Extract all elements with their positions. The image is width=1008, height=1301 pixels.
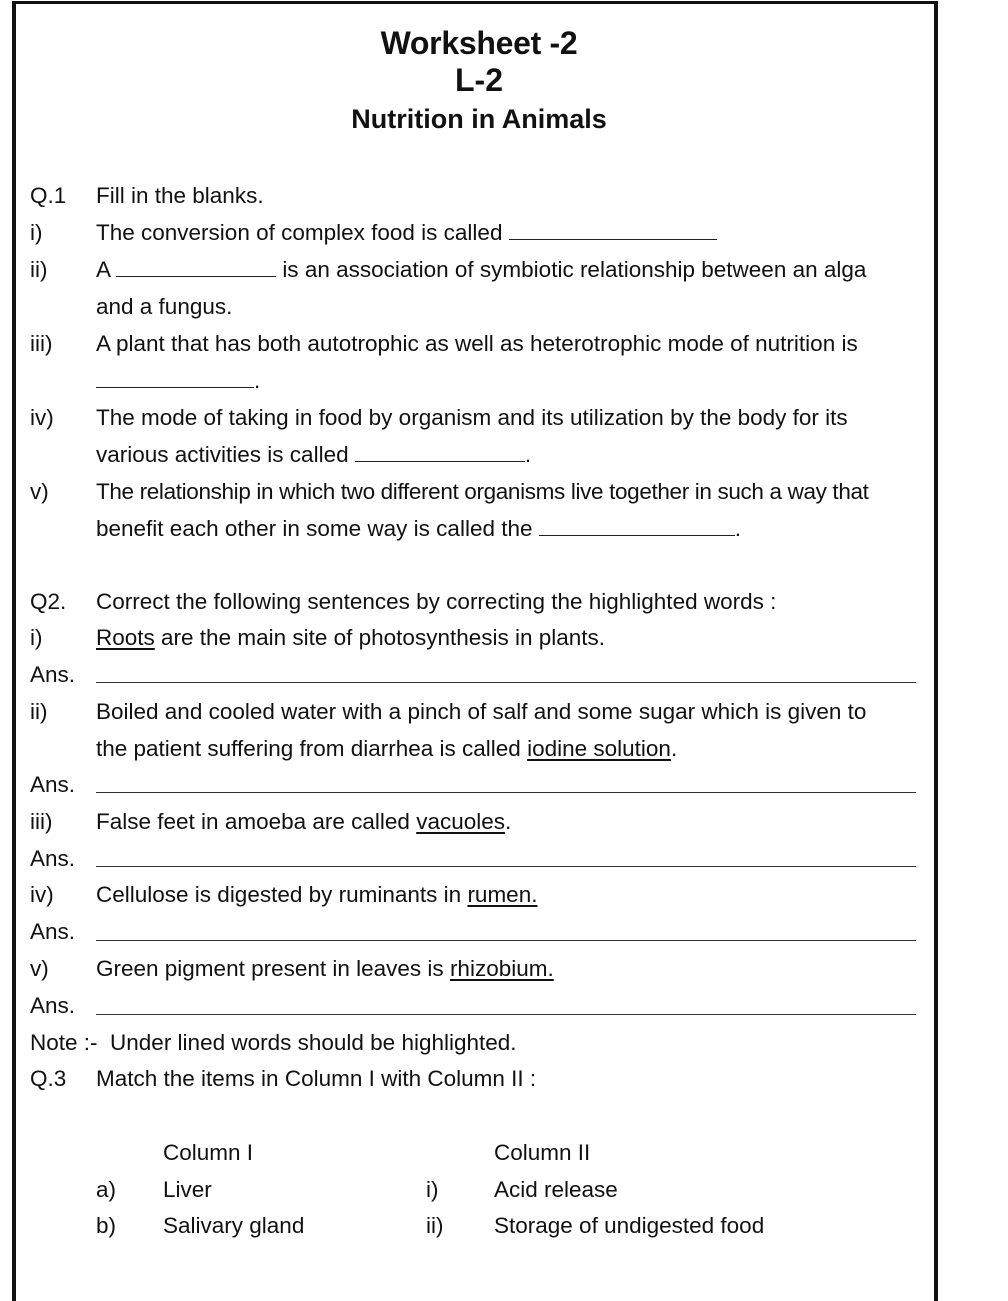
q2-item-2-cont: the patient suffering from diarrhea is called iodine solution.: [96, 736, 678, 761]
q2-item-num: v): [30, 956, 49, 981]
q2-item-2: Boiled and cooled water with a pinch of salf and some sugar which is given to: [96, 699, 867, 724]
fill-blank[interactable]: [96, 369, 254, 388]
ans-label: Ans.: [30, 993, 76, 1018]
fill-blank[interactable]: [509, 221, 717, 240]
ans-label: Ans.: [30, 919, 76, 944]
col1-item: Liver: [163, 1177, 212, 1202]
answer-line[interactable]: [96, 792, 916, 793]
lesson-number: L-2: [455, 62, 503, 98]
q1-item-4-cont: various activities is called .: [96, 442, 532, 467]
q2-item-num: i): [30, 625, 43, 650]
q1-item-num: i): [30, 220, 43, 245]
column-2-header: Column II: [494, 1140, 591, 1165]
q1-item-5-cont: benefit each other in some way is called the .: [96, 516, 742, 541]
fill-blank[interactable]: [116, 258, 276, 277]
col1-label: b): [96, 1213, 117, 1238]
q2-instruction: Correct the following sentences by correcting the highlighted words :: [96, 589, 777, 614]
q2-item-1: Roots are the main site of photosynthesis in plants.: [96, 625, 606, 650]
q1-item-num: iii): [30, 331, 53, 356]
ans-label: Ans.: [30, 772, 76, 797]
highlighted-word: rhizobium.: [449, 956, 554, 981]
q2-item-num: iv): [30, 882, 54, 907]
answer-line[interactable]: [96, 682, 916, 683]
q1-item-num: v): [30, 479, 49, 504]
q2-item-5: Green pigment present in leaves is rhizobium.: [96, 956, 554, 981]
q1-item-5: The relationship in which two different organisms live together in such a way that: [96, 479, 869, 504]
q1-item-1: The conversion of complex food is called: [96, 220, 717, 246]
highlighted-word: Roots: [96, 625, 155, 650]
ans-label: Ans.: [30, 846, 76, 871]
answer-line[interactable]: [96, 1014, 916, 1015]
ans-label: Ans.: [30, 662, 76, 687]
highlighted-word: vacuoles: [416, 809, 505, 834]
q1-instruction: Fill in the blanks.: [96, 183, 264, 208]
q1-item-num: iv): [30, 405, 54, 430]
q1-item-3-blank-line: .: [96, 368, 260, 394]
highlighted-word: rumen.: [467, 882, 538, 907]
answer-line[interactable]: [96, 940, 916, 941]
q1-item-2: A is an association of symbiotic relationship between an alga: [96, 257, 867, 282]
q2-number: Q2.: [30, 589, 67, 614]
q2-item-num: ii): [30, 699, 48, 724]
col1-item: Salivary gland: [163, 1213, 305, 1238]
chapter-title: Nutrition in Animals: [351, 104, 607, 134]
note-text: Note :- Under lined words should be highlighted.: [30, 1030, 517, 1055]
q1-number: Q.1: [30, 183, 67, 208]
q1-item-3: A plant that has both autotrophic as well as heterotrophic mode of nutrition is: [96, 331, 858, 356]
fill-blank[interactable]: [355, 443, 525, 462]
q2-item-4: Cellulose is digested by ruminants in rumen.: [96, 882, 538, 907]
col1-label: a): [96, 1177, 117, 1202]
col2-item: Storage of undigested food: [494, 1213, 765, 1238]
column-1-header: Column I: [163, 1140, 254, 1165]
q1-item-num: ii): [30, 257, 48, 282]
worksheet-title: Worksheet -2: [380, 25, 578, 61]
fill-blank[interactable]: [539, 517, 735, 536]
q3-instruction: Match the items in Column I with Column II :: [96, 1066, 537, 1091]
col2-label: ii): [426, 1213, 444, 1238]
q2-item-num: iii): [30, 809, 53, 834]
answer-line[interactable]: [96, 866, 916, 867]
highlighted-word: iodine solution: [527, 736, 671, 761]
q2-item-3: False feet in amoeba are called vacuoles.: [96, 809, 512, 834]
q3-number: Q.3: [30, 1066, 67, 1091]
q1-item-2-cont: and a fungus.: [96, 294, 233, 319]
col2-item: Acid release: [494, 1177, 618, 1202]
q1-item-4: The mode of taking in food by organism and its utilization by the body for its: [96, 405, 848, 430]
col2-label: i): [426, 1177, 439, 1202]
